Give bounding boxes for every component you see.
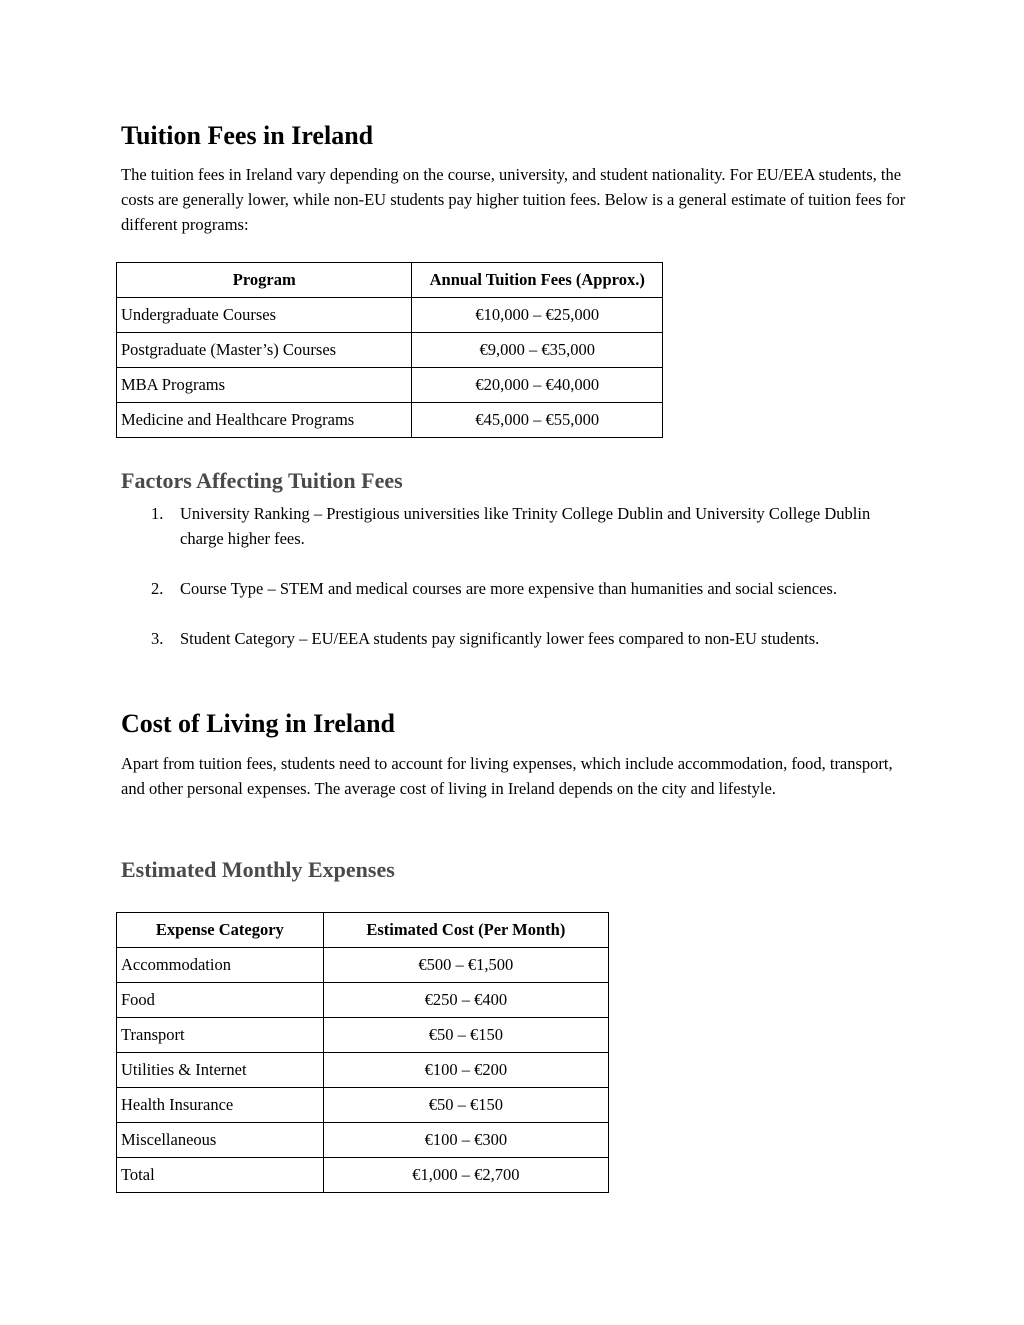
table-row: [117, 1158, 609, 1193]
expense-category-cell: Food: [117, 983, 324, 1018]
table-row: [117, 403, 663, 438]
table-row: [117, 948, 609, 983]
table-row: [117, 1088, 609, 1123]
list-number: 1.: [151, 504, 164, 523]
table-header-row: [117, 263, 663, 298]
tuition-heading: Tuition Fees in Ireland: [121, 121, 374, 150]
column-header-expense-category: Expense Category: [117, 913, 324, 948]
program-cell: Medicine and Healthcare Programs: [117, 403, 412, 438]
list-item: [121, 626, 911, 651]
fee-cell: €9,000 – €35,000: [412, 333, 663, 368]
table-row: [117, 368, 663, 403]
expenses-heading: Estimated Monthly Expenses: [121, 857, 395, 882]
table-row: [117, 983, 609, 1018]
list-item: [121, 576, 911, 601]
expense-category-cell: Miscellaneous: [117, 1123, 324, 1158]
table-row: [117, 1018, 609, 1053]
program-cell: MBA Programs: [117, 368, 412, 403]
expense-cost-cell: €500 – €1,500: [323, 948, 608, 983]
living-intro: Apart from tuition fees, students need to account for living expenses, which include accommodation, food, transport, and other personal expenses. The average cost of living in Ireland depends on the city and lifestyle.: [121, 754, 893, 798]
program-cell: Undergraduate Courses: [117, 298, 412, 333]
table-row: [117, 1053, 609, 1088]
expenses-table: [116, 912, 609, 1193]
fee-cell: €20,000 – €40,000: [412, 368, 663, 403]
factors-list: [121, 501, 911, 676]
column-header-estimated-cost: Estimated Cost (Per Month): [323, 913, 608, 948]
column-header-program: Program: [117, 263, 412, 298]
fee-cell: €10,000 – €25,000: [412, 298, 663, 333]
fee-cell: €45,000 – €55,000: [412, 403, 663, 438]
list-item-text: University Ranking – Prestigious universities like Trinity College Dublin and University College Dublin charge higher fees.: [180, 504, 871, 548]
expense-cost-cell: €1,000 – €2,700: [323, 1158, 608, 1193]
living-heading: Cost of Living in Ireland: [121, 709, 396, 738]
expense-category-cell: Health Insurance: [117, 1088, 324, 1123]
tuition-intro: The tuition fees in Ireland vary depending on the course, university, and student nationality. For EU/EEA students, the costs are generally lower, while non-EU students pay higher tuition fees. Below is a general estimate of tuition fees for different programs:: [121, 165, 906, 234]
program-cell: Postgraduate (Master’s) Courses: [117, 333, 412, 368]
factors-heading: Factors Affecting Tuition Fees: [121, 468, 403, 493]
expense-cost-cell: €100 – €200: [323, 1053, 608, 1088]
expense-cost-cell: €50 – €150: [323, 1088, 608, 1123]
table-header-row: [117, 913, 609, 948]
expense-cost-cell: €50 – €150: [323, 1018, 608, 1053]
expense-cost-cell: €250 – €400: [323, 983, 608, 1018]
list-item: [121, 501, 911, 551]
list-item-text: Course Type – STEM and medical courses are more expensive than humanities and social sciences.: [180, 579, 837, 598]
table-row: [117, 298, 663, 333]
table-row: [117, 1123, 609, 1158]
list-item-text: Student Category – EU/EEA students pay significantly lower fees compared to non-EU students.: [180, 629, 820, 648]
expense-category-cell: Utilities & Internet: [117, 1053, 324, 1088]
expense-category-cell: Accommodation: [117, 948, 324, 983]
list-number: 2.: [151, 579, 164, 598]
expense-cost-cell: €100 – €300: [323, 1123, 608, 1158]
expense-category-cell: Total: [117, 1158, 324, 1193]
table-row: [117, 333, 663, 368]
column-header-annual-fees: Annual Tuition Fees (Approx.): [412, 263, 663, 298]
expense-category-cell: Transport: [117, 1018, 324, 1053]
tuition-table: [116, 262, 663, 438]
list-number: 3.: [151, 629, 164, 648]
